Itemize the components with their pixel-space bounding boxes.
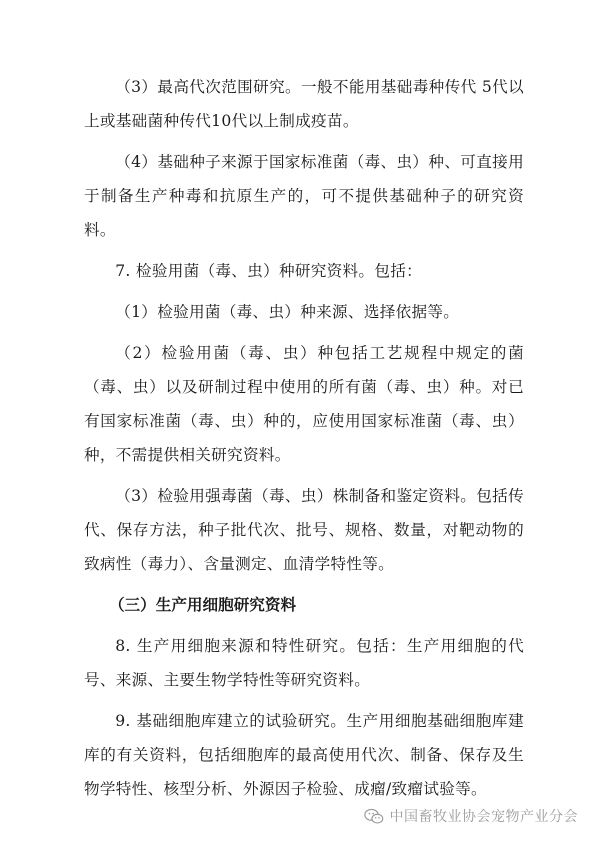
paragraph-cell-source: 8. 生产用细胞来源和特性研究。包括：生产用细胞的代号、来源、主要生物学特性等研究资料。 bbox=[84, 637, 524, 689]
document-page bbox=[84, 70, 524, 813]
paragraph-test-strain-source: （1）检验用菌（毒、虫）种来源、选择依据等。 bbox=[115, 303, 460, 321]
section-heading: （三）生产用细胞研究资料 bbox=[108, 596, 297, 614]
watermark bbox=[364, 806, 579, 826]
paragraph-test-strain-intro: 7. 检验用菌（毒、虫）种研究资料。包括： bbox=[115, 262, 423, 280]
paragraph-test-strain-scope: （2）检验用菌（毒、虫）种包括工艺规程中规定的菌（毒、虫）以及研制过程中使用的所有菌（毒、虫）种。对已有国家标准菌（毒、虫）种的，应使用国家标准菌（毒、虫）种，不需提供相关研究资料。 bbox=[84, 344, 524, 464]
paragraph-cell-bank: 9. 基础细胞库建立的试验研究。生产用细胞基础细胞库建库的有关资料，包括细胞库的最高使用代次、制备、保存及生物学特性、核型分析、外源因子检验、成瘤/致瘤试验等。 bbox=[84, 712, 524, 798]
watermark-text: 中国畜牧业协会宠物产业分会 bbox=[389, 809, 578, 825]
paragraph-basic-seed-source: （4）基础种子来源于国家标准菌（毒、虫）种、可直接用于制备生产种毒和抗原生产的，可不提供基础种子的研究资料。 bbox=[84, 153, 524, 239]
paragraph-max-passage-range: （3）最高代次范围研究。一般不能用基础毒种传代 5代以上或基础菌种传代10代以上制成疫苗。 bbox=[84, 78, 524, 130]
paragraph-virulent-strain: （3）检验用强毒菌（毒、虫）株制备和鉴定资料。包括传代、保存方法，种子批代次、批号、规格、数量，对靶动物的致病性（毒力）、含量测定、血清学特性等。 bbox=[84, 487, 524, 573]
wechat-icon bbox=[364, 808, 384, 825]
